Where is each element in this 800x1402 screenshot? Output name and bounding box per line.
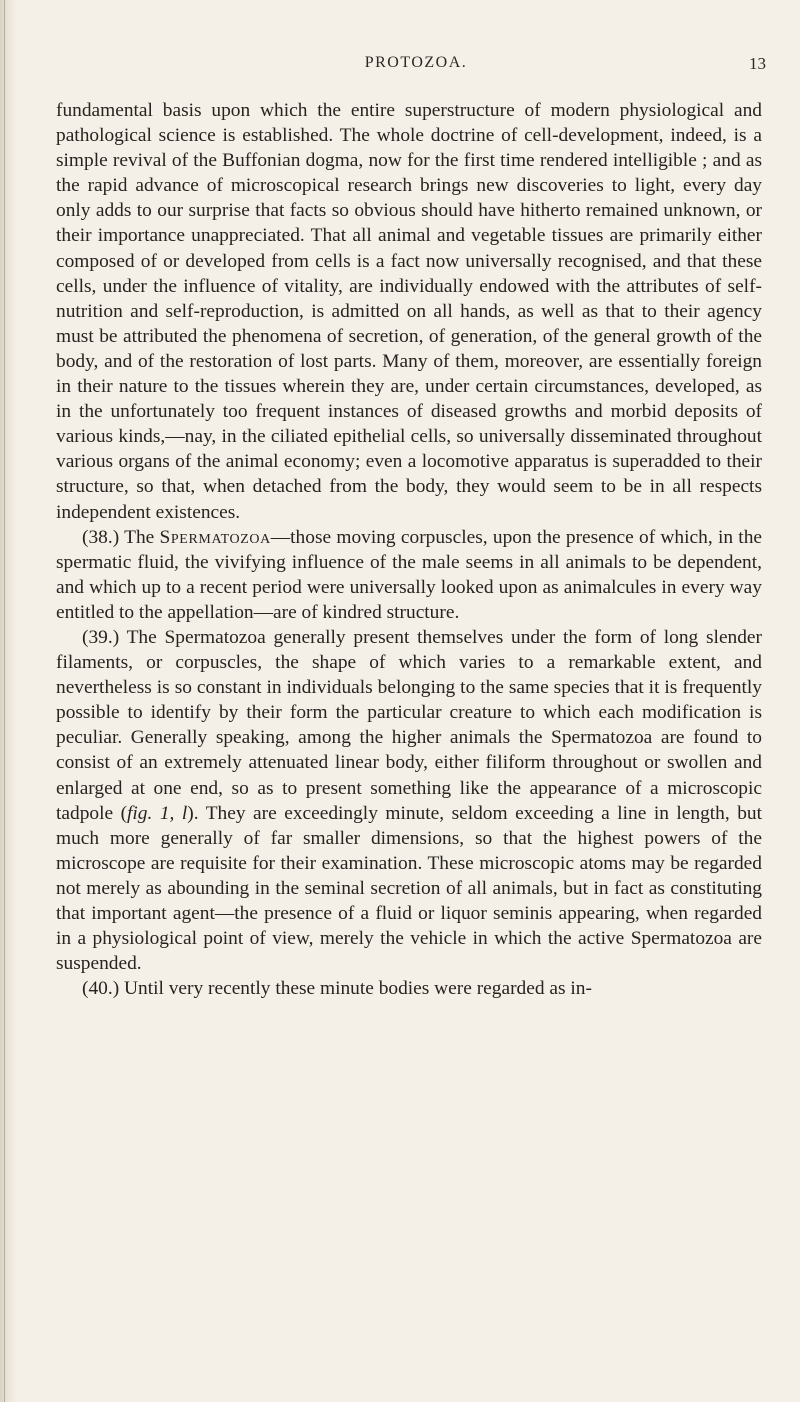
running-head [56, 54, 776, 78]
paragraph-38 [56, 525, 762, 625]
page-number: 13 [749, 54, 766, 73]
paragraph-39 [56, 625, 762, 976]
paragraph-number: (39.) [82, 626, 120, 648]
paragraph-text: —those moving corpuscles, upon the presence of which, in the spermatic fluid, the vivifying influence of the male seems in all animals to be dependent, and which up to a recent period were universally looked upon as animalcules in every way entitled to the appellation—are of kindred structure. [56, 526, 762, 623]
running-title: PROTOZOA. [364, 54, 468, 71]
paragraph-40 [56, 976, 762, 1001]
paragraph-text: Until very recently these minute bodies were regarded as in- [124, 978, 592, 1000]
paragraph-lead: The [124, 526, 155, 548]
paragraph-continuation: fundamental basis upon which the entire superstructure of modern physiological and pathological science is established. The whole doctrine of cell-development, indeed, is a simple revival of the Buffonian dogma, now for the first time rendered intelligible ; and as the rapid advance of microscopical research brings new discoveries to light, every day only adds to our surprise that facts so obvious should have hitherto remained unknown, or their importance unappreciated. That all animal and vegetable tissues are primarily either composed of or developed from cells is a fact now universally recognised, and that these cells, under the influence of vitality, are individually endowed with the attributes of self-nutrition and self-reproduction, is admitted on all hands, as well as that to their agency must be attributed the phenomena of secretion, of generation, of the general growth of the body, and of the restoration of lost parts. Many of them, moreover, are essentially foreign in their nature to the tissues wherein they are, under certain circumstances, developed, as in the unfortunately too frequent instances of diseased growths and morbid deposits of various kinds,—nay, in the ciliated epithelial cells, so universally disseminated throughout various organs of the animal economy; even a locomotive apparatus is superadded to their structure, so that, when detached from the body, they would seem to be in all respects independent existences. [56, 100, 762, 523]
figure-reference: fig. 1, l [127, 802, 188, 824]
page-text [56, 98, 762, 1001]
page-gutter-edge [0, 0, 16, 1402]
paragraph-number: (38.) [82, 526, 120, 548]
paragraph-text-continued: ). They are exceedingly minute, seldom exceeding a line in length, but much more generally of far smaller dimensions, so that the highest powers of the microscope are requisite for their examination. These microscopic atoms may be regarded not merely as abounding in the seminal secretion of all animals, but in fact as constituting that important agent—the presence of a fluid or liquor seminis appearing, when regarded in a physiological point of view, merely the vehicle in which the active Spermatozoa are suspended. [56, 802, 762, 975]
term-spermatozoa: Spermatozoa [159, 526, 271, 548]
paragraph-number: (40.) [82, 978, 120, 1000]
paragraph-text: The Spermatozoa generally present themselves under the form of long slender filaments, or corpuscles, the shape of which varies to a remarkable extent, and nevertheless is so constant in individuals belonging to the same species that it is frequently possible to identify by their form the particular creature to which each modification is peculiar. Generally speaking, among the higher animals the Spermatozoa are found to consist of an extremely attenuated linear body, either filiform throughout or swollen and enlarged at one end, so as to present something like the appearance of a microscopic tadpole ( [56, 626, 763, 824]
